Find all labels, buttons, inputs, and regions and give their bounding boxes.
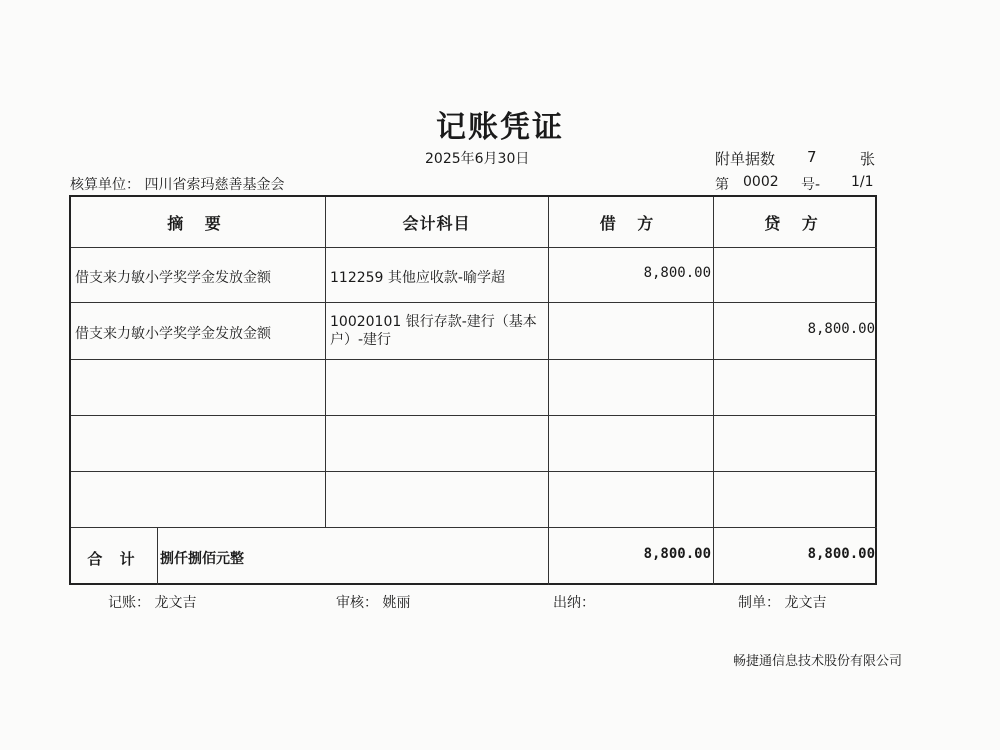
col-divider	[157, 528, 158, 585]
voucher-prefix: 第	[715, 177, 729, 193]
reviewer-signature: 审核： 姚丽	[336, 595, 411, 611]
attachment-number: 7	[807, 148, 817, 166]
accounting-unit: 核算单位： 四川省索玛慈善基金会	[70, 177, 285, 193]
row-divider	[71, 302, 877, 303]
row-divider	[71, 471, 877, 472]
voucher-suffix: 号-	[801, 177, 821, 193]
row-divider	[71, 415, 877, 416]
cashier-signature: 出纳：	[553, 595, 595, 611]
row-summary: 借支来力敏小学奖学金发放金额	[75, 270, 271, 286]
software-company: 畅捷通信息技术股份有限公司	[733, 654, 903, 669]
total-label: 合 计	[87, 550, 141, 568]
header-summary: 摘 要	[167, 214, 229, 233]
row-account: 10020101 银行存款-建行（基本户）-建行	[330, 314, 537, 348]
row-divider	[71, 247, 877, 248]
attachment-unit: 张	[860, 150, 876, 168]
voucher-number-value: 0002	[743, 174, 779, 190]
row-credit: 8,800.00	[807, 321, 875, 337]
header-credit: 贷 方	[764, 214, 826, 233]
voucher-date: 2025年6月30日	[425, 151, 530, 167]
voucher-table	[69, 195, 877, 585]
row-divider	[71, 527, 877, 528]
preparer-signature: 制单： 龙文吉	[738, 595, 827, 611]
row-debit: 8,800.00	[643, 265, 711, 281]
voucher-page-count: 1/1	[851, 174, 874, 190]
header-account: 会计科目	[402, 214, 471, 233]
total-credit: 8,800.00	[807, 546, 875, 562]
bookkeeper-signature: 记账： 龙文吉	[108, 595, 197, 611]
attachment-label: 附单据数	[715, 150, 776, 168]
row-divider	[71, 359, 877, 360]
row-account: 112259 其他应收款-喻学超	[330, 270, 505, 286]
total-amount-words: 捌仟捌佰元整	[160, 551, 244, 567]
total-debit: 8,800.00	[643, 546, 711, 562]
row-summary: 借支来力敏小学奖学金发放金额	[75, 326, 271, 342]
header-debit: 借 方	[599, 214, 662, 233]
voucher-title: 记账凭证	[436, 110, 564, 145]
